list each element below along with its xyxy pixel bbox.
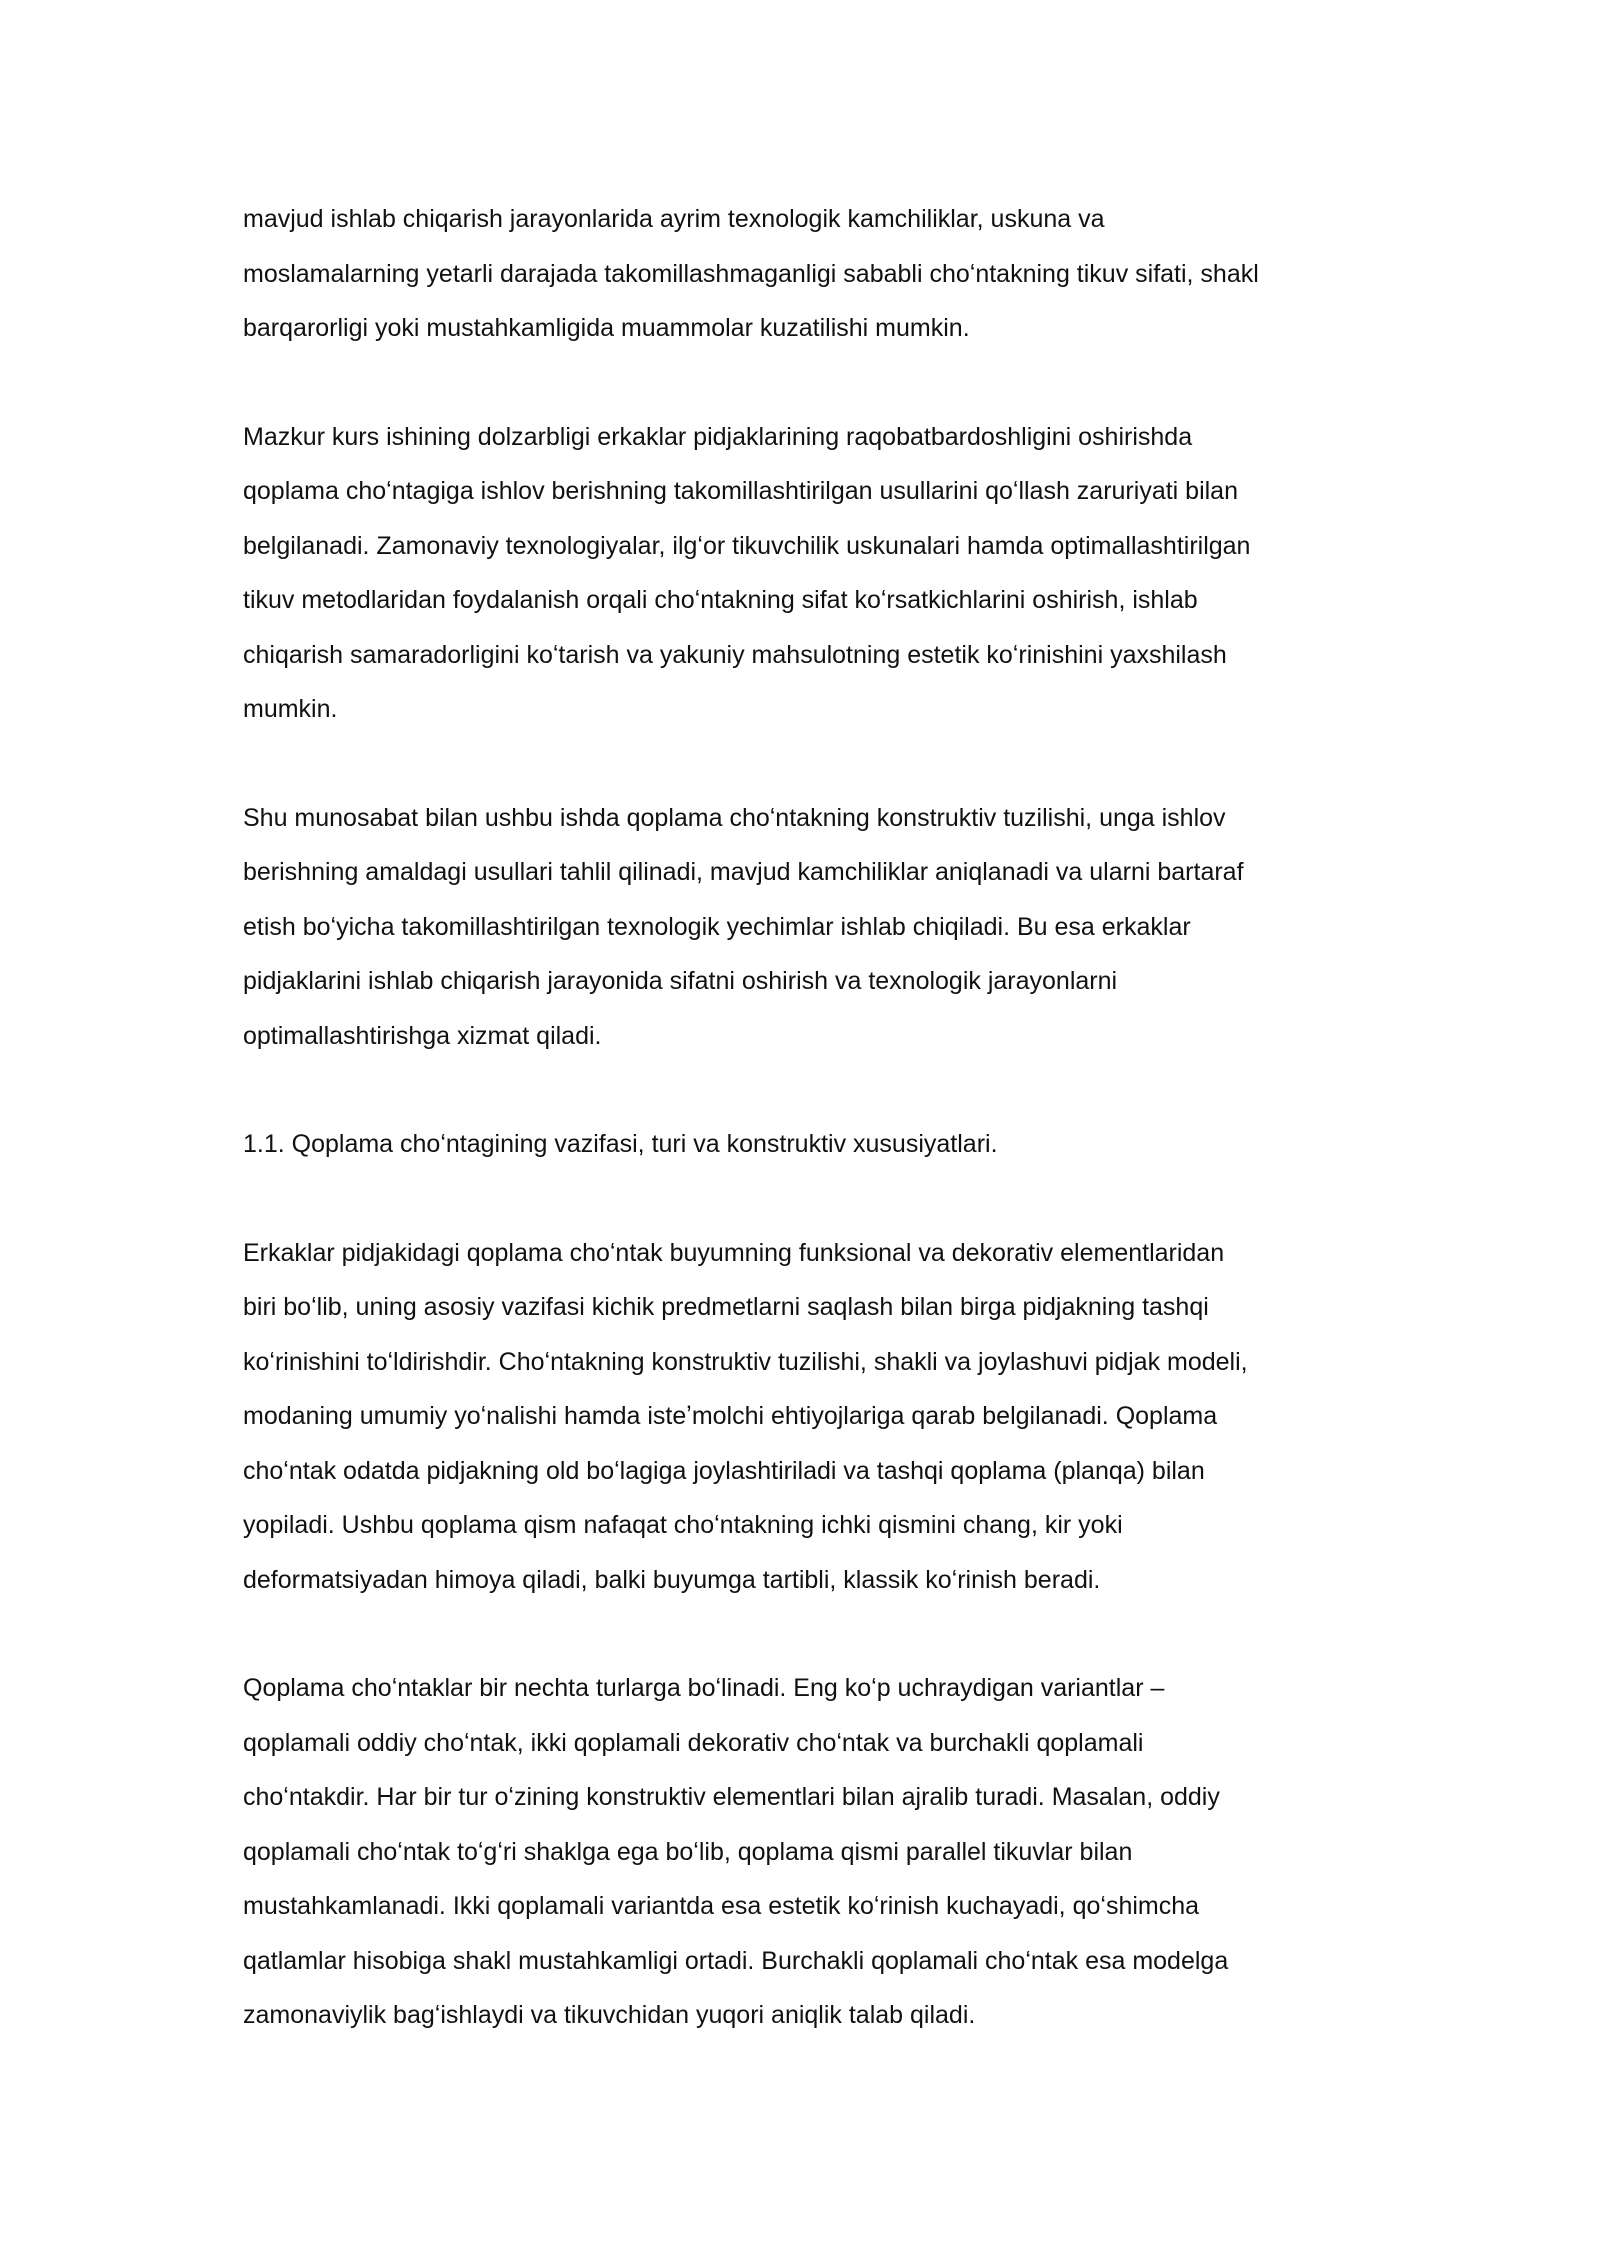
text-line: qoplamali choʻntak toʻgʻri shaklga ega boʻlib, qoplama qismi parallel tikuvlar bilan: [243, 1837, 1133, 1866]
text-line: Qoplama choʻntaklar bir nechta turlarga boʻlinadi. Eng koʻp uchraydigan variantlar –: [243, 1674, 1165, 1702]
text-line: chiqarish samaradorligini koʻtarish va yakuniy mahsulotning estetik koʻrinishini yaxshilash: [243, 640, 1227, 669]
text-line: moslamalarning yetarli darajada takomillashmaganligi sababli choʻntakning tikuv sifati, shakl: [243, 259, 1259, 288]
text-line: Mazkur kurs ishining dolzarbligi erkaklar pidjaklarining raqobatbardoshligini oshirishda: [243, 422, 1193, 451]
text-line: berishning amaldagi usullari tahlil qilinadi, mavjud kamchiliklar aniqlanadi va ularni bartaraf: [243, 858, 1244, 886]
paragraph-function: [243, 1226, 1423, 1608]
text-line: Shu munosabat bilan ushbu ishda qoplama choʻntakning konstruktiv tuzilishi, unga ishlov: [243, 803, 1226, 832]
text-line: belgilanadi. Zamonaviy texnologiyalar, ilgʻor tikuvchilik uskunalari hamda optimallashtirilgan: [243, 531, 1251, 560]
paragraph-relevance: [243, 410, 1423, 737]
paragraph-purpose: [243, 791, 1423, 1064]
paragraph-intro-continuation: [243, 192, 1423, 356]
text-line: koʻrinishini toʻldirishdir. Choʻntakning konstruktiv tuzilishi, shakli va joylashuvi pidjak modeli,: [243, 1347, 1248, 1376]
section-heading: [243, 1117, 1423, 1172]
text-line: tikuv metodlaridan foydalanish orqali choʻntakning sifat koʻrsatkichlarini oshirish, ishlab: [243, 586, 1198, 614]
text-line: Erkaklar pidjakidagi qoplama choʻntak buyumning funksional va dekorativ elementlaridan: [243, 1238, 1225, 1267]
text-line: optimallashtirishga xizmat qiladi.: [243, 1021, 602, 1050]
text-line: choʻntak odatda pidjakning old boʻlagiga joylashtiriladi va tashqi qoplama (planqa) bilan: [243, 1456, 1205, 1485]
text-line: qoplamali oddiy choʻntak, ikki qoplamali dekorativ choʻntak va burchakli qoplamali: [243, 1728, 1144, 1757]
text-line: choʻntakdir. Har bir tur oʻzining konstruktiv elementlari bilan ajralib turadi. Masalan, oddiy: [243, 1783, 1220, 1811]
text-line: qatlamlar hisobiga shakl mustahkamligi ortadi. Burchakli qoplamali choʻntak esa modelga: [243, 1946, 1229, 1975]
section-heading-text: 1.1. Qoplama choʻntagining vazifasi, turi va konstruktiv xususiyatlari.: [243, 1130, 998, 1158]
text-line: biri boʻlib, uning asosiy vazifasi kichik predmetlarni saqlash bilan birga pidjakning tashqi: [243, 1293, 1209, 1321]
text-line: pidjaklarini ishlab chiqarish jarayonida sifatni oshirish va texnologik jarayonlarni: [243, 967, 1118, 995]
text-line: barqarorligi yoki mustahkamligida muammolar kuzatilishi mumkin.: [243, 314, 970, 342]
text-line: etish boʻyicha takomillashtirilgan texnologik yechimlar ishlab chiqiladi. Bu esa erkaklar: [243, 912, 1191, 941]
text-line: modaning umumiy yoʻnalishi hamda isteʼmolchi ehtiyojlariga qarab belgilanadi. Qoplama: [243, 1402, 1218, 1430]
text-line: zamonaviylik bagʻishlaydi va tikuvchidan yuqori aniqlik talab qiladi.: [243, 2001, 976, 2029]
text-line: mavjud ishlab chiqarish jarayonlarida ayrim texnologik kamchiliklar, uskuna va: [243, 205, 1105, 233]
text-line: deformatsiyadan himoya qiladi, balki buyumga tartibli, klassik koʻrinish beradi.: [243, 1565, 1101, 1594]
document-body: [243, 192, 1423, 2097]
text-line: mustahkamlanadi. Ikki qoplamali variantda esa estetik koʻrinish kuchayadi, qoʻshimcha: [243, 1892, 1200, 1920]
text-line: qoplama choʻntagiga ishlov berishning takomillashtirilgan usullarini qoʻllash zaruriyati bilan: [243, 477, 1238, 505]
text-line: mumkin.: [243, 695, 338, 723]
paragraph-types: [243, 1661, 1423, 2043]
text-line: yopiladi. Ushbu qoplama qism nafaqat choʻntakning ichki qismini chang, kir yoki: [243, 1511, 1123, 1539]
